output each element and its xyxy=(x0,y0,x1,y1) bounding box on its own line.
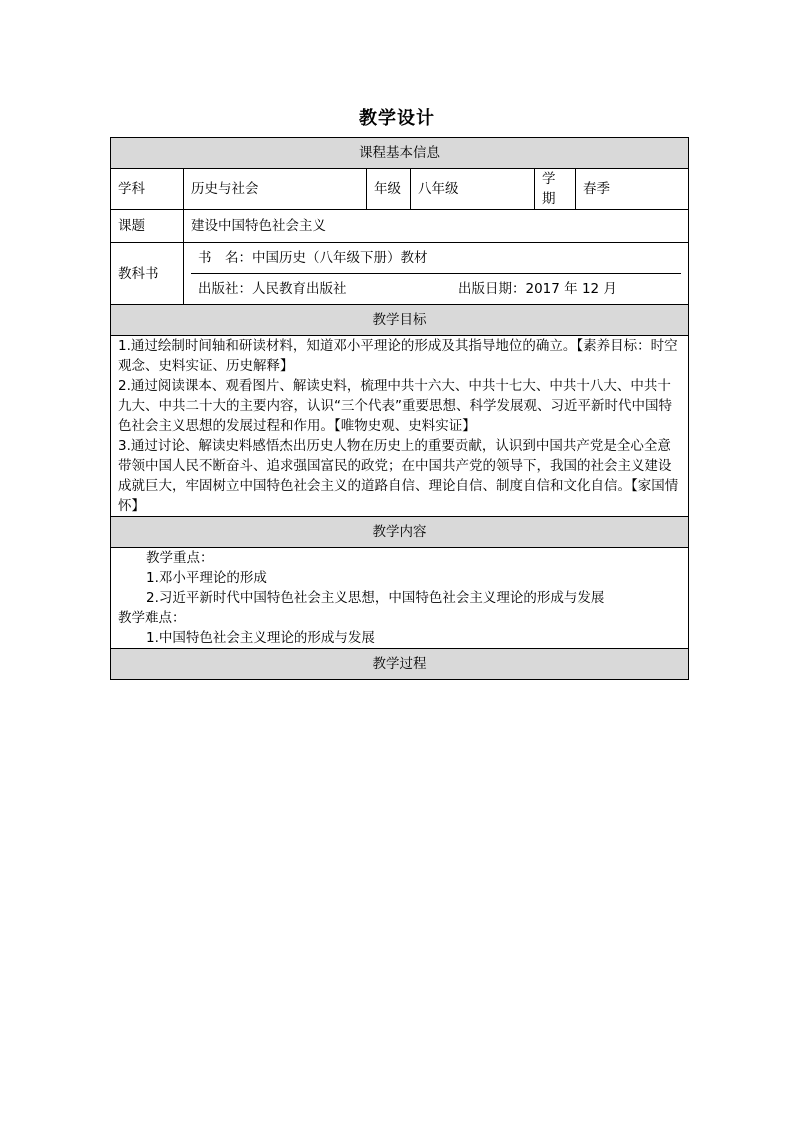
textbook-info xyxy=(184,243,689,305)
topic-row xyxy=(111,210,689,243)
goals-cell xyxy=(111,336,689,517)
section-header-content: 教学内容 xyxy=(111,517,689,548)
section-header-process: 教学过程 xyxy=(111,649,689,680)
subject-value: 历史与社会 xyxy=(184,169,367,210)
lesson-plan-table xyxy=(110,137,689,680)
subject-label: 学科 xyxy=(111,169,184,210)
document-title: 教学设计 xyxy=(359,108,435,129)
book-name: 书 名：中国历史（八年级下册）教材 xyxy=(198,250,428,266)
key-point-item: 1.邓小平理论的形成 xyxy=(146,570,267,586)
publisher-line xyxy=(191,273,681,304)
grade-label: 年级 xyxy=(367,169,411,210)
goal-item: 3.通过讨论、解读史料感悟杰出历史人物在历史上的重要贡献，认识到中国共产党是全心全意带领中国人民不断奋斗、追求强国富民的政党；在中国共产党的领导下，我国的社会主义建设成就巨大，牢固树立中国特色社会主义的道路自信、理论自信、制度自信和文化自信。【家国情怀】 xyxy=(118,438,679,514)
difficult-point-item: 1.中国特色社会主义理论的形成与发展 xyxy=(146,630,375,646)
section-header-basic-info: 课程基本信息 xyxy=(111,138,689,169)
basic-info-row xyxy=(111,169,689,210)
publisher: 出版社：人民教育出版社 xyxy=(198,281,347,297)
content-row xyxy=(111,548,689,649)
goal-item: 1.通过绘制时间轴和研读材料，知道邓小平理论的形成及其指导地位的确立。【素养目标：时空观念、史料实证、历史解释】 xyxy=(118,338,678,374)
topic-label: 课题 xyxy=(111,210,184,243)
goals-row xyxy=(111,336,689,517)
publish-date: 出版日期：2017 年 12 月 xyxy=(458,281,617,297)
topic-value: 建设中国特色社会主义 xyxy=(184,210,689,243)
section-header-goals: 教学目标 xyxy=(111,305,689,336)
difficult-points-title: 教学难点： xyxy=(118,610,186,626)
grade-value: 八年级 xyxy=(411,169,535,210)
textbook-label: 教科书 xyxy=(111,243,184,305)
term-label: 学期 xyxy=(535,169,576,210)
content-cell xyxy=(111,548,689,649)
key-points-title: 教学重点： xyxy=(146,550,214,566)
textbook-row xyxy=(111,243,689,305)
goal-item: 2.通过阅读课本、观看图片、解读史料，梳理中共十六大、中共十七大、中共十八大、中共十九大、中共二十大的主要内容，认识“三个代表”重要思想、科学发展观、习近平新时代中国特色社会主义思想的发展过程和作用。【唯物史观、史料实证】 xyxy=(118,378,672,434)
key-point-item: 2.习近平新时代中国特色社会主义思想，中国特色社会主义理论的形成与发展 xyxy=(146,590,605,606)
term-value: 春季 xyxy=(576,169,689,210)
